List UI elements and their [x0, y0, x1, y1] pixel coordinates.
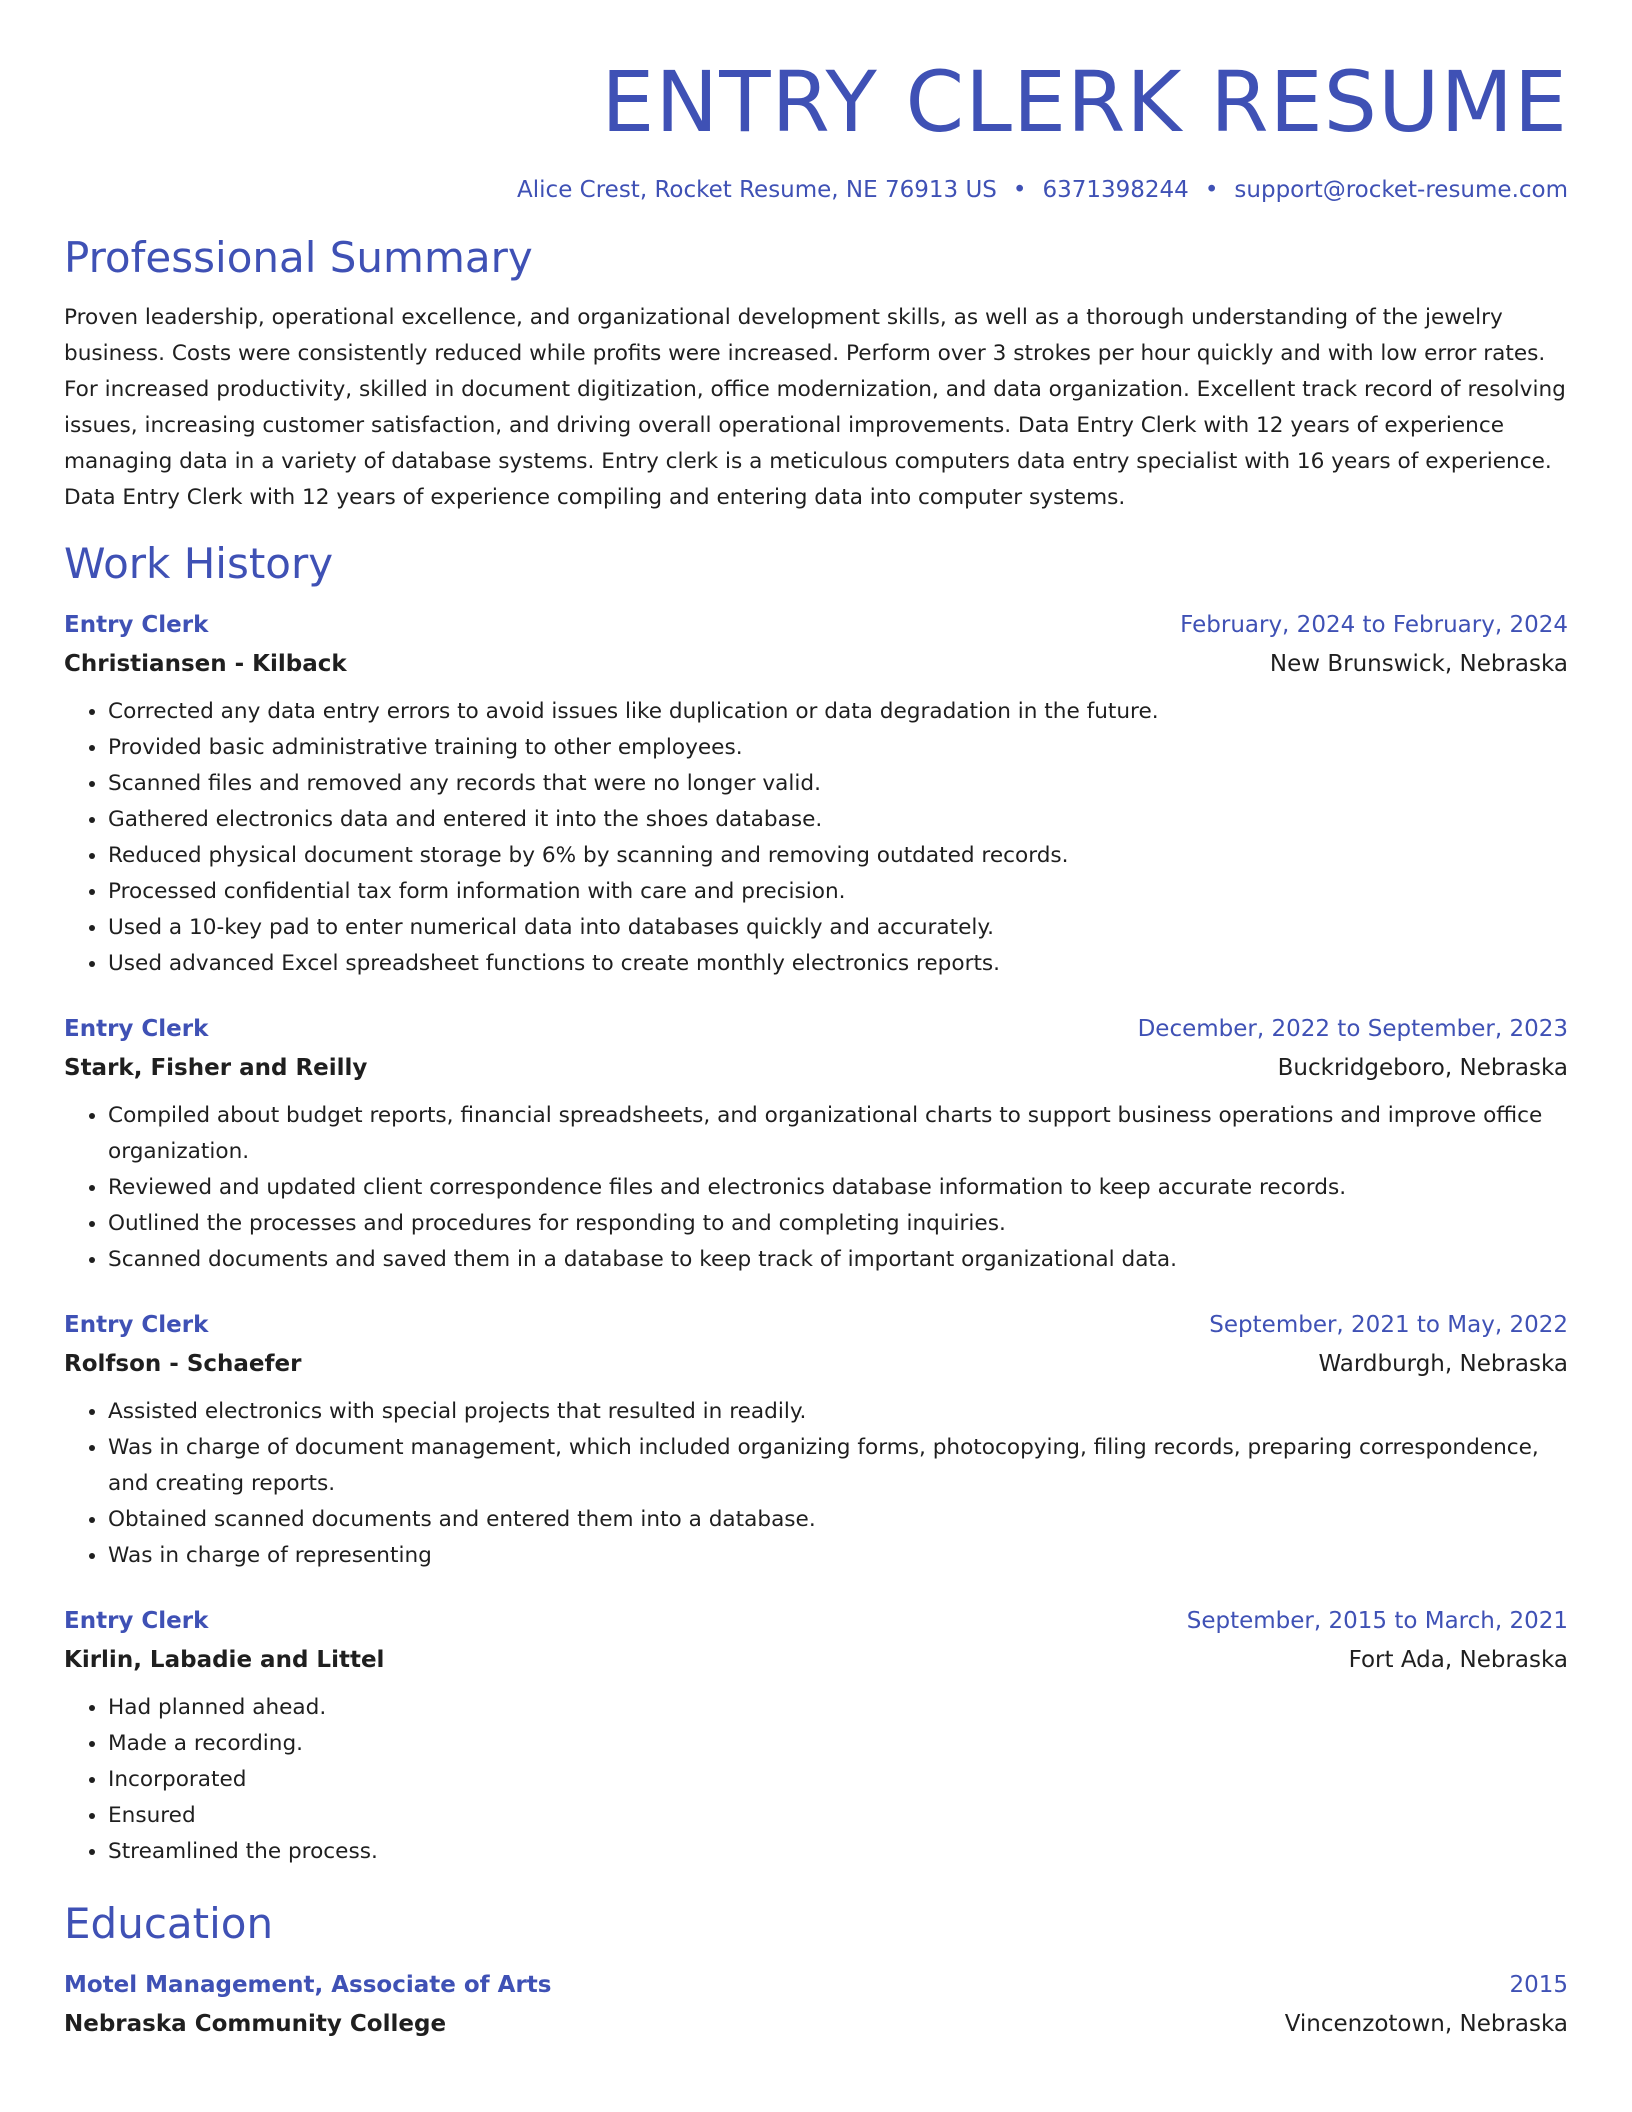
job-title-row [64, 1602, 1568, 1640]
job-bullet: • Reduced physical document storage by 6% by scanning and removing outdated records. [108, 838, 1568, 874]
job-entry [64, 606, 1568, 982]
education-location: Vincenzotown, Nebraska [1284, 2011, 1568, 2037]
job-bullet: • Assisted electronics with special projects that resulted in readily. [108, 1394, 1568, 1430]
job-dates: December, 2022 to September, 2023 [1137, 1016, 1568, 1042]
job-title: Entry Clerk [64, 1016, 209, 1042]
job-title: Entry Clerk [64, 612, 209, 638]
job-bullet: • Made a recording. [108, 1726, 1568, 1762]
job-bullet: • Processed confidential tax form information with care and precision. [108, 874, 1568, 910]
job-bullet: • Obtained scanned documents and entered them into a database. [108, 1502, 1568, 1538]
resume-title: ENTRY CLERK RESUME [601, 53, 1568, 151]
resume-header [64, 0, 1568, 206]
job-bullet: • Corrected any data entry errors to avoid issues like duplication or data degradation in the future. [108, 694, 1568, 730]
summary-heading: Professional Summary [64, 233, 533, 282]
job-company-row [64, 1640, 1568, 1680]
job-bullet: • Incorporated [108, 1762, 1568, 1798]
education-degree-row [64, 1966, 1568, 2004]
education-year: 2015 [1509, 1972, 1568, 1998]
contact-phone: 6371398244 [1042, 177, 1189, 203]
job-bullet: • Scanned files and removed any records that were no longer valid. [108, 766, 1568, 802]
job-bullets [64, 1098, 1568, 1278]
job-title: Entry Clerk [64, 1312, 209, 1338]
job-bullet: • Was in charge of document management, which included organizing forms, photocopying, filing records, preparing correspondence, and creating reports. [108, 1430, 1568, 1502]
job-title: Entry Clerk [64, 1608, 209, 1634]
job-title-row [64, 1306, 1568, 1344]
job-company: Rolfson - Schaefer [64, 1351, 302, 1377]
summary-text: Proven leadership, operational excellence, and organizational development skills, as well as a thorough understanding of the jewelry business. Costs were consistently reduced while profits were increased. Perform over 3 strokes per hour quickly and with low error rates. For increased productivity, skilled in document digitization, office modernization, and data organization. Excellent track record of resolving issues, increasing customer satisfaction, and driving overall operational improvements. Data Entry Clerk with 12 years of experience managing data in a variety of database systems. Entry clerk is a meticulous computers data entry specialist with 16 years of experience. Data Entry Clerk with 12 years of experience compiling and entering data into computer systems. [64, 305, 1566, 510]
job-entry [64, 1306, 1568, 1574]
contact-separator: • [1012, 177, 1027, 203]
education-entry [64, 1966, 1568, 2044]
contact-email: support@rocket-resume.com [1234, 177, 1568, 203]
job-dates: February, 2024 to February, 2024 [1180, 612, 1568, 638]
job-bullet: • Used advanced Excel spreadsheet functions to create monthly electronics reports. [108, 946, 1568, 982]
job-title-row [64, 606, 1568, 644]
job-location: New Brunswick, Nebraska [1269, 651, 1568, 677]
job-bullet: • Used a 10-key pad to enter numerical data into databases quickly and accurately. [108, 910, 1568, 946]
job-company-row [64, 1344, 1568, 1384]
job-dates: September, 2015 to March, 2021 [1186, 1608, 1568, 1634]
job-bullet: • Was in charge of representing [108, 1538, 1568, 1574]
job-bullet: • Gathered electronics data and entered it into the shoes database. [108, 802, 1568, 838]
job-dates: September, 2021 to May, 2022 [1209, 1312, 1568, 1338]
education-school-row [64, 2004, 1568, 2044]
job-company: Kirlin, Labadie and Littel [64, 1647, 385, 1673]
job-bullet: • Compiled about budget reports, financial spreadsheets, and organizational charts to support business operations and improve office organization. [108, 1098, 1568, 1170]
job-bullet: • Ensured [108, 1798, 1568, 1834]
job-bullet: • Reviewed and updated client correspondence files and electronics database information to keep accurate records. [108, 1170, 1568, 1206]
job-location: Fort Ada, Nebraska [1348, 1647, 1568, 1673]
education-degree: Motel Management, Associate of Arts [64, 1972, 552, 1998]
job-title-row [64, 1010, 1568, 1048]
job-company: Christiansen - Kilback [64, 651, 347, 677]
contact-line [64, 174, 1568, 206]
job-bullet: • Provided basic administrative training to other employees. [108, 730, 1568, 766]
job-bullet: • Outlined the processes and procedures for responding to and completing inquiries. [108, 1206, 1568, 1242]
job-company-row [64, 644, 1568, 684]
job-company-row [64, 1048, 1568, 1088]
job-location: Wardburgh, Nebraska [1318, 1351, 1568, 1377]
job-location: Buckridgeboro, Nebraska [1277, 1055, 1568, 1081]
education-heading: Education [64, 1899, 274, 1948]
job-bullet: • Scanned documents and saved them in a database to keep track of important organizational data. [108, 1242, 1568, 1278]
job-bullet: • Streamlined the process. [108, 1834, 1568, 1870]
job-bullets [64, 1690, 1568, 1870]
work-history-heading: Work History [64, 539, 334, 588]
education-school: Nebraska Community College [64, 2011, 447, 2037]
job-bullets [64, 694, 1568, 982]
job-company: Stark, Fisher and Reilly [64, 1055, 368, 1081]
job-entry [64, 1602, 1568, 1870]
contact-address: Alice Crest, Rocket Resume, NE 76913 US [517, 177, 997, 203]
contact-separator: • [1204, 177, 1219, 203]
job-bullet: • Had planned ahead. [108, 1690, 1568, 1726]
job-bullets [64, 1394, 1568, 1574]
job-entry [64, 1010, 1568, 1278]
